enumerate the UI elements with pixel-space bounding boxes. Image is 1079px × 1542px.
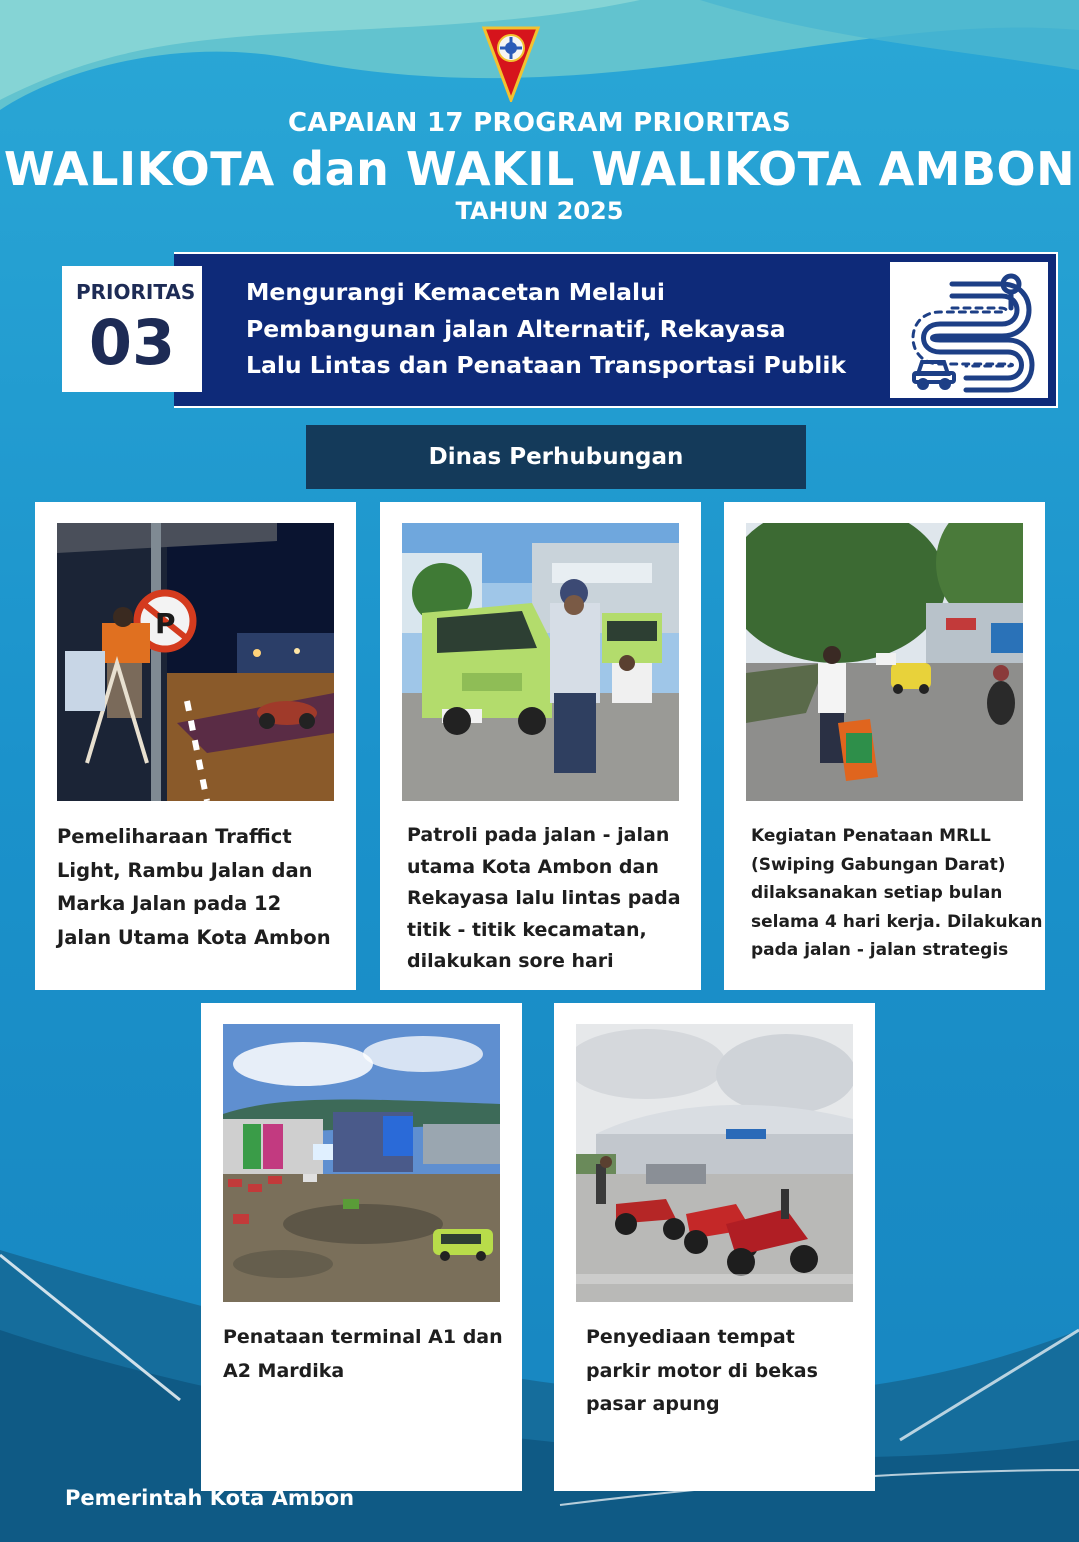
card-caption xyxy=(751,822,1045,965)
priority-number: 03 xyxy=(88,306,176,379)
card-caption-line: Penyediaan tempat xyxy=(586,1326,795,1348)
card-caption-line: Rekayasa lalu lintas pada xyxy=(407,887,681,909)
minibus-patrol-photo xyxy=(402,523,679,801)
card-caption-line: Penataan terminal A1 dan xyxy=(223,1326,503,1348)
winding-road-icon xyxy=(890,262,1048,398)
card-caption-line: Patroli pada jalan - jalan xyxy=(407,824,670,846)
program-card xyxy=(724,502,1045,990)
priority-title-line: Pembangunan jalan Alternatif, Rekayasa xyxy=(246,314,786,343)
card-caption xyxy=(223,1321,513,1388)
program-card xyxy=(554,1003,875,1491)
program-card xyxy=(380,502,701,990)
department-label: Dinas Perhubungan xyxy=(306,425,806,489)
footer-label: Pemerintah Kota Ambon xyxy=(65,1486,355,1510)
motorcycle-parking-photo xyxy=(576,1024,853,1302)
card-caption-line: parkir motor di bekas xyxy=(586,1359,818,1382)
terminal-aerial-photo xyxy=(223,1024,500,1302)
card-caption-line: pasar apung xyxy=(586,1393,720,1415)
card-caption xyxy=(57,820,347,954)
priority-title-line: Lalu Lintas dan Penataan Transportasi Publik xyxy=(246,351,847,379)
header-title: WALIKOTA dan WAKIL WALIKOTA AMBON xyxy=(3,142,1076,196)
priority-title-line: Mengurangi Kemacetan Melalui xyxy=(246,278,665,306)
card-caption-line: Kegiatan Penataan MRLL xyxy=(751,826,991,846)
card-caption-line: selama 4 hari kerja. Dilakukan xyxy=(751,911,1043,932)
header-subtitle: CAPAIAN 17 PROGRAM PRIORITAS xyxy=(288,108,791,138)
city-emblem-logo xyxy=(480,22,542,102)
road-icon-box xyxy=(890,262,1048,398)
card-caption-line: Light, Rambu Jalan dan xyxy=(57,858,313,882)
card-caption-line: dilakukan sore hari xyxy=(407,950,614,972)
program-card xyxy=(35,502,356,990)
traffic-sign-night-photo xyxy=(57,523,334,801)
priority-number-box xyxy=(62,266,202,392)
card-caption-line: titik - titik kecamatan, xyxy=(407,918,647,941)
card-caption-line: pada jalan - jalan strategis xyxy=(751,940,1009,960)
card-caption-line: Pemeliharaan Traffict xyxy=(57,825,292,848)
card-caption-line: dilaksanakan setiap bulan xyxy=(751,883,1003,903)
header-year: TAHUN 2025 xyxy=(455,197,624,225)
card-caption-line: utama Kota Ambon dan xyxy=(407,855,659,878)
card-caption-line: A2 Mardika xyxy=(223,1359,345,1382)
card-caption-line: (Swiping Gabungan Darat) xyxy=(751,854,1006,875)
traffic-officer-street-photo xyxy=(746,523,1023,801)
card-caption xyxy=(407,820,697,978)
priority-label: PRIORITAS xyxy=(76,280,196,304)
priority-title xyxy=(246,274,876,384)
card-caption xyxy=(586,1321,866,1422)
card-caption-line: Jalan Utama Kota Ambon xyxy=(57,925,331,949)
card-caption-line: Marka Jalan pada 12 xyxy=(57,892,282,915)
svg-text:P: P xyxy=(155,607,176,640)
program-card xyxy=(201,1003,522,1491)
